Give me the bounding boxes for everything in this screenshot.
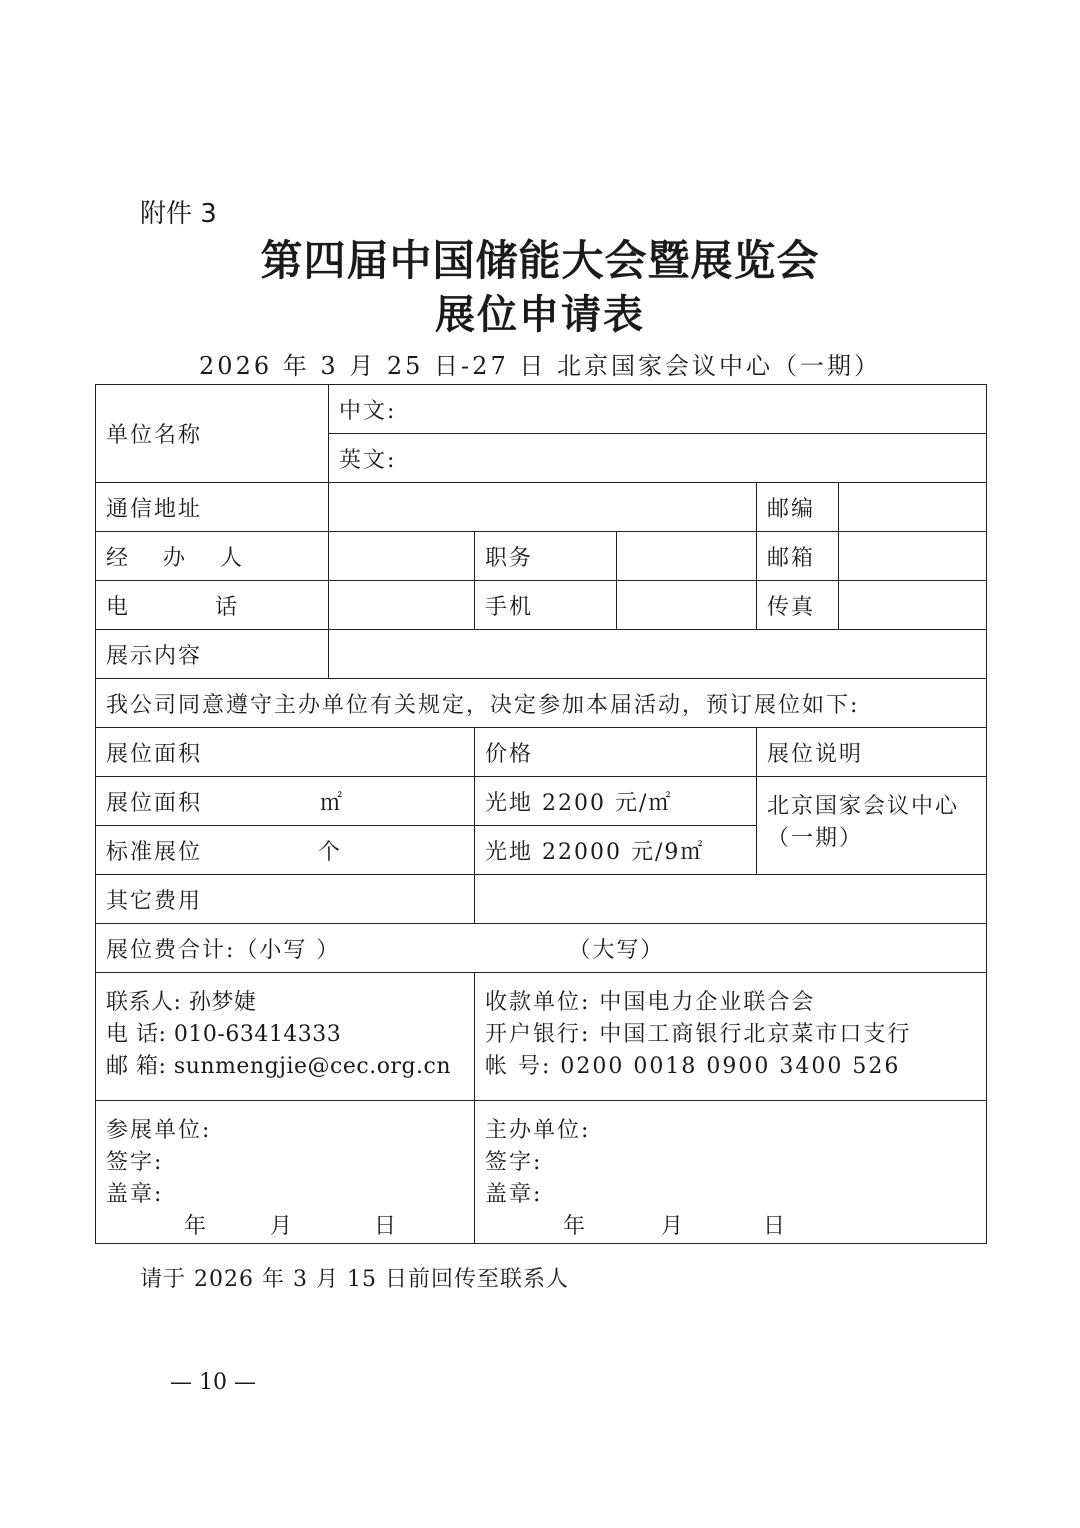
payee-bank: 开户银行: 中国工商银行北京菜市口支行	[485, 1022, 912, 1047]
attachment-label: 附件 3	[140, 199, 217, 229]
unit-name-english-field[interactable]: 英文:	[329, 434, 987, 483]
price-header: 价格	[475, 728, 757, 777]
exhibitor-sign-label: 签字:	[106, 1150, 164, 1175]
venue-description	[757, 777, 987, 875]
unit-name-label: 单位名称	[96, 385, 329, 483]
exhibit-content-label: 展示内容	[96, 630, 329, 679]
fax-field[interactable]	[839, 581, 987, 630]
host-signature-block[interactable]	[475, 1101, 987, 1244]
booth-desc-header: 展位说明	[757, 728, 987, 777]
host-sign-label: 签字:	[485, 1150, 543, 1175]
postcode-label: 邮编	[757, 483, 839, 532]
booth-area-label: 展位面积	[106, 790, 203, 816]
standard-booth-label: 标准展位	[106, 839, 203, 865]
position-label: 职务	[475, 532, 617, 581]
square-meter-unit: ㎡	[320, 790, 345, 816]
return-deadline-note: 请于 2026 年 3 月 15 日前回传至联系人	[140, 1267, 569, 1292]
total-fee-lowercase: 展位费合计:（小写 ）	[106, 937, 341, 963]
booth-area-header: 展位面积	[96, 728, 475, 777]
standard-booth-row[interactable]	[96, 826, 475, 875]
event-date-venue: 2026 年 3 月 25 日-27 日 北京国家会议中心（一期）	[199, 352, 881, 380]
handler-field[interactable]	[329, 532, 475, 581]
address-label: 通信地址	[96, 483, 329, 532]
page-title: 第四届中国储能大会暨展览会	[260, 236, 820, 285]
mobile-field[interactable]	[617, 581, 757, 630]
contact-person: 联系人: 孙梦婕	[106, 990, 257, 1015]
host-date: 年 月 日	[563, 1214, 786, 1239]
raw-space-price: 光地 2200 元/㎡	[475, 777, 757, 826]
booth-count-unit: 个	[318, 839, 343, 865]
handler-label: 经 办 人	[96, 532, 329, 581]
position-field[interactable]	[617, 532, 757, 581]
total-fee-uppercase: （大写）	[568, 937, 665, 963]
exhibitor-signature-block[interactable]	[96, 1101, 475, 1244]
booth-area-row[interactable]	[96, 777, 475, 826]
other-fees-field[interactable]	[475, 875, 987, 924]
exhibitor-unit-label: 参展单位:	[106, 1118, 212, 1143]
email-field[interactable]	[839, 532, 987, 581]
application-form	[95, 384, 987, 1244]
fax-label: 传真	[757, 581, 839, 630]
venue-phase: （一期）	[767, 826, 864, 851]
total-fee-row[interactable]	[96, 924, 987, 973]
contact-email: 邮 箱: sunmengjie@cec.org.cn	[106, 1054, 452, 1079]
agreement-statement: 我公司同意遵守主办单位有关规定，决定参加本届活动，预订展位如下:	[96, 679, 987, 728]
contact-phone: 电 话: 010-63414333	[106, 1022, 342, 1047]
host-unit-label: 主办单位:	[485, 1118, 591, 1143]
standard-booth-price: 光地 22000 元/9㎡	[475, 826, 757, 875]
phone-field[interactable]	[329, 581, 475, 630]
contact-info	[96, 973, 475, 1101]
venue-name: 北京国家会议中心	[767, 794, 960, 819]
mobile-label: 手机	[475, 581, 617, 630]
address-field[interactable]	[329, 483, 757, 532]
unit-name-chinese-field[interactable]: 中文:	[329, 385, 987, 434]
other-fees-label: 其它费用	[96, 875, 475, 924]
payee-account: 帐 号: 0200 0018 0900 3400 526	[485, 1054, 901, 1079]
email-label: 邮箱	[757, 532, 839, 581]
form-title: 展位申请表	[435, 291, 645, 338]
host-seal-label: 盖章:	[485, 1182, 543, 1207]
phone-label: 电 话	[96, 581, 329, 630]
postcode-field[interactable]	[839, 483, 987, 532]
payee-info	[475, 973, 987, 1101]
payee-name: 收款单位: 中国电力企业联合会	[485, 990, 816, 1015]
exhibitor-date: 年 月 日	[184, 1214, 397, 1239]
page-number: — 10 —	[170, 1370, 256, 1395]
exhibitor-seal-label: 盖章:	[106, 1182, 164, 1207]
exhibit-content-field[interactable]	[329, 630, 987, 679]
